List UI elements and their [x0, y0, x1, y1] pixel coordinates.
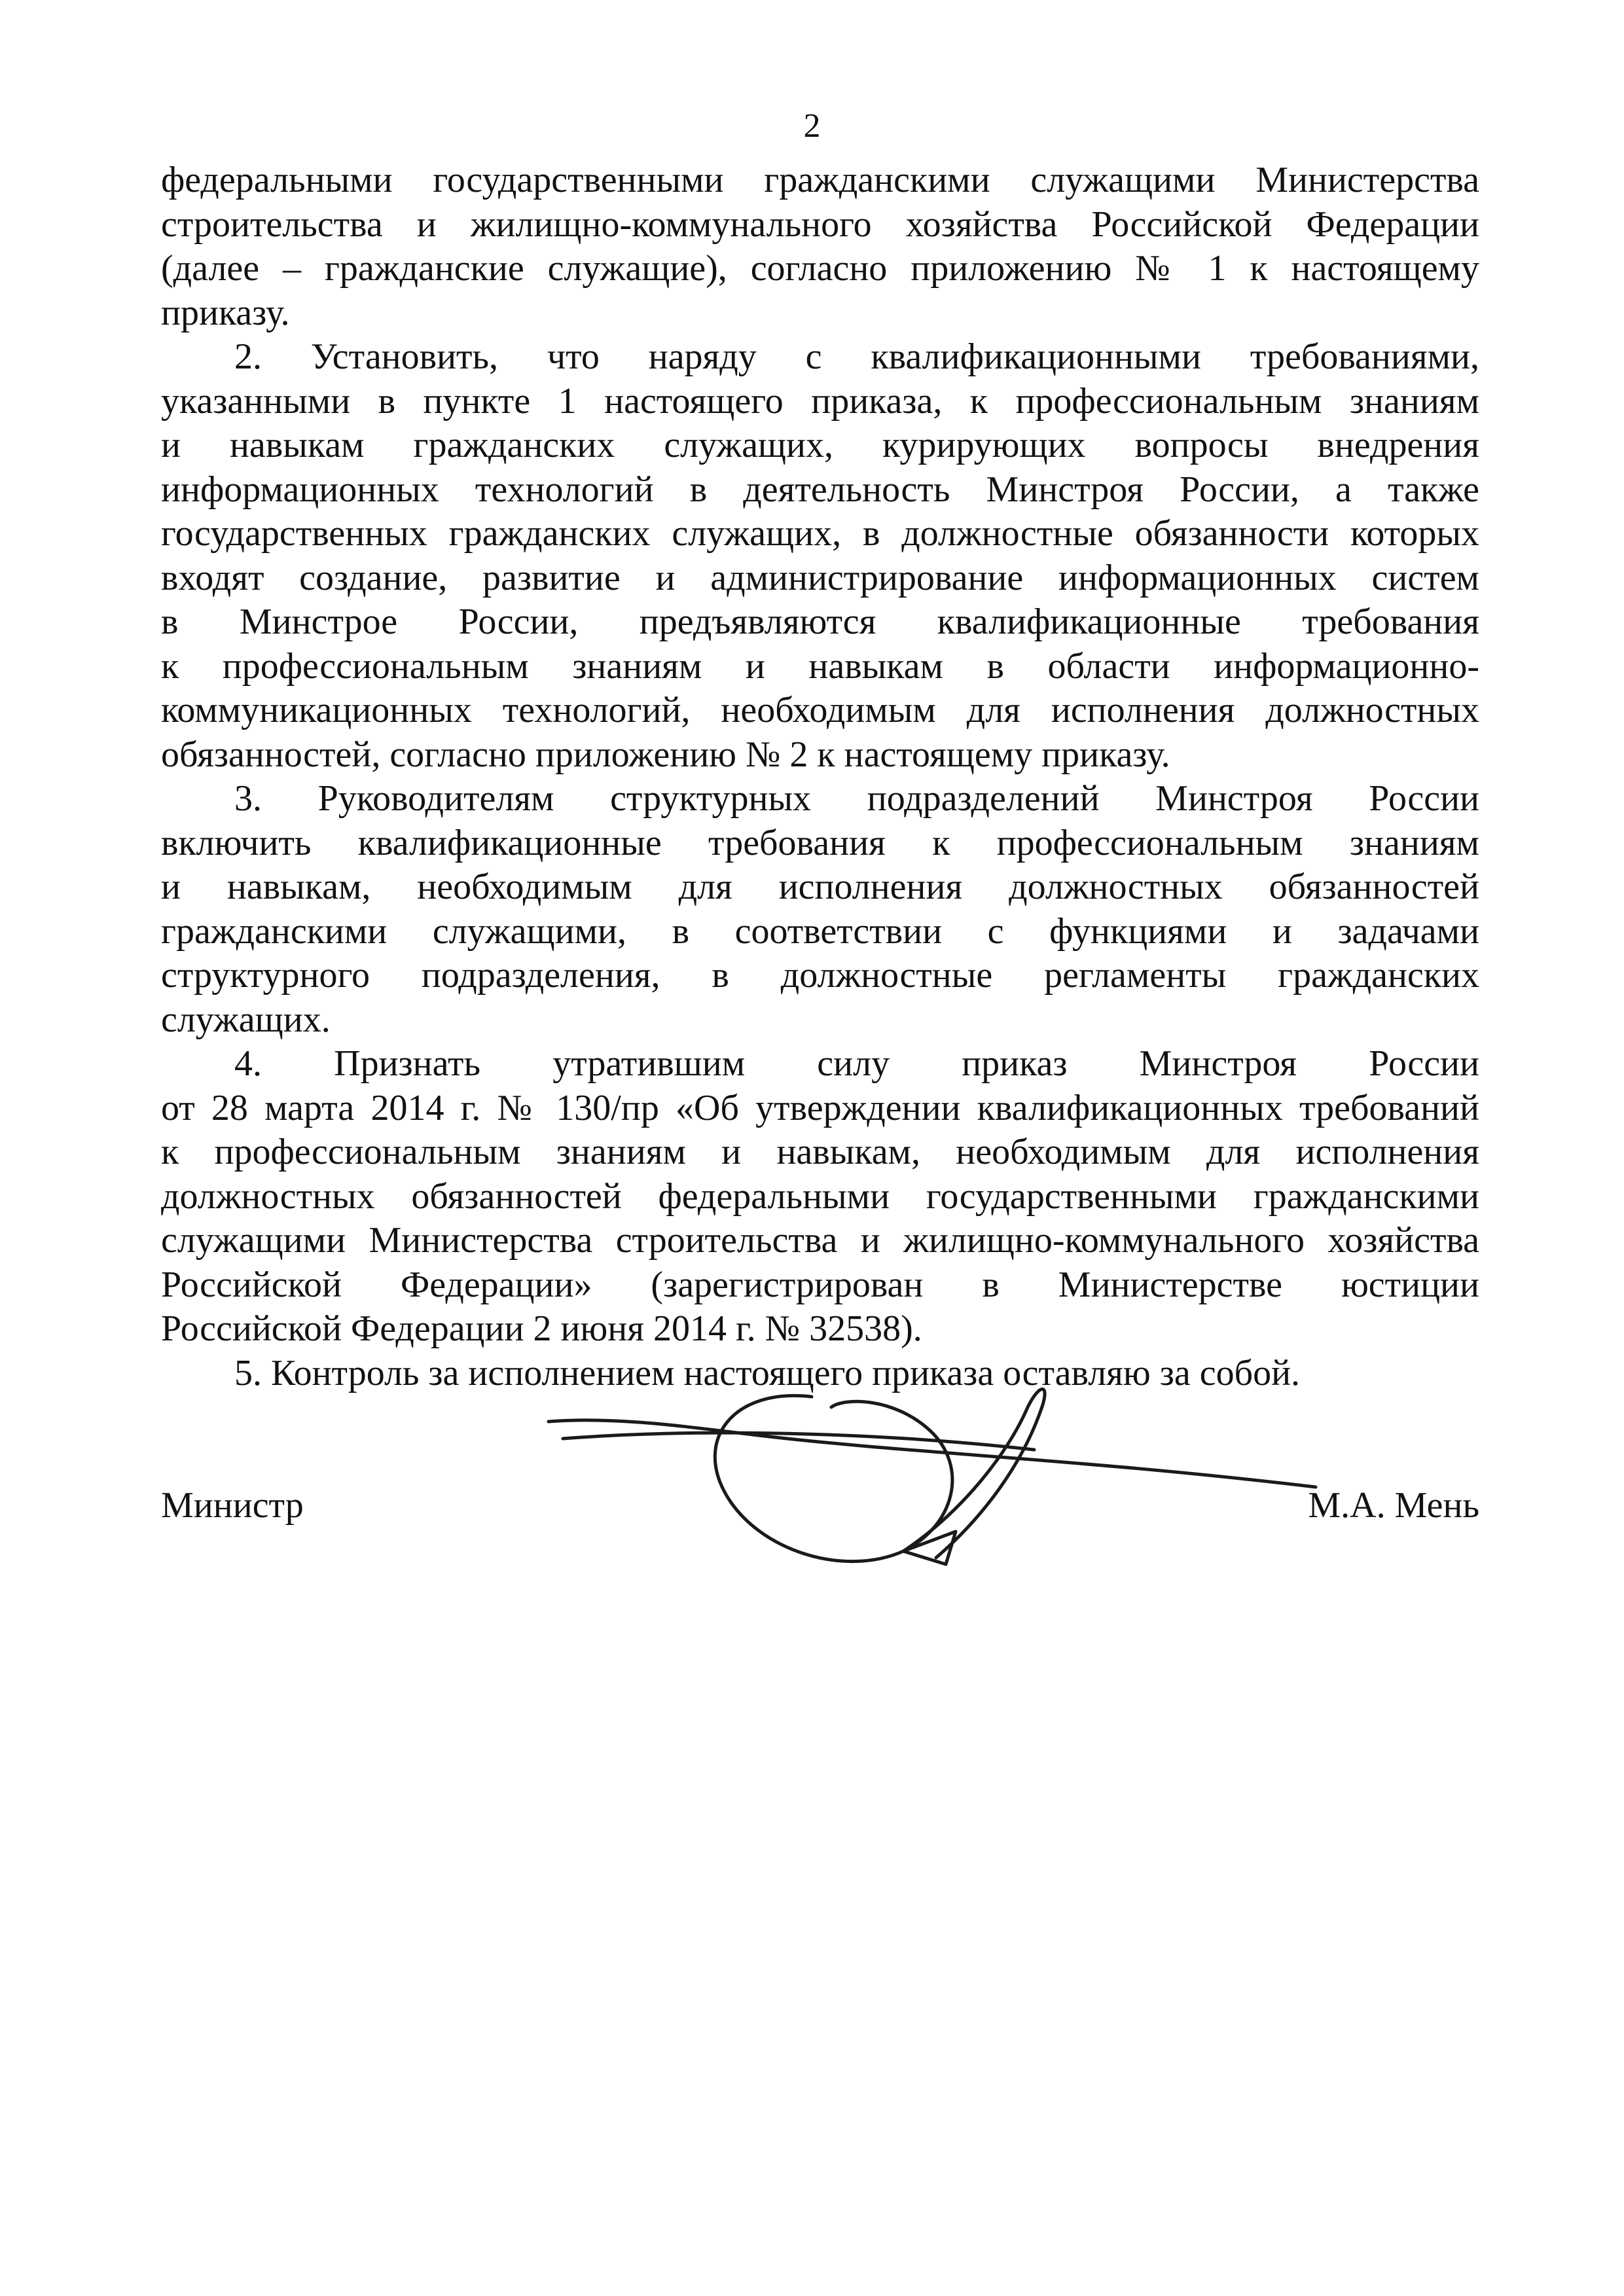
- signatory-name: М.А. Мень: [1308, 1485, 1479, 1526]
- text-line: 4. Признать утратившим силу приказ Минстроя России: [234, 1043, 1479, 1084]
- text-line: информационных технологий в деятельность Минстроя России, а также: [161, 469, 1479, 510]
- text-line: 3. Руководителям структурных подразделений Минстроя России: [234, 778, 1479, 819]
- paragraph-continuation: [161, 158, 1479, 335]
- signature-stroke-loop: [715, 1395, 952, 1561]
- text-line: структурного подразделения, в должностные регламенты гражданских: [161, 955, 1479, 996]
- handwritten-signature: [537, 1361, 1322, 1597]
- text-line: и навыкам, необходимым для исполнения должностных обязанностей: [161, 867, 1479, 907]
- text-line: в Минстрое России, предъявляются квалификационные требования: [161, 601, 1479, 642]
- text-line: от 28 марта 2014 г. № 130/пр «Об утверждении квалификационных требований: [161, 1087, 1479, 1128]
- signatory-title: Министр: [161, 1485, 304, 1526]
- paragraph-4: [161, 1042, 1479, 1352]
- signature-stroke-underline: [549, 1420, 1316, 1487]
- text-line: к профессиональным знаниям и навыкам в области информационно-: [161, 645, 1479, 687]
- text-line: 2. Установить, что наряду с квалификационными требованиями,: [234, 336, 1479, 377]
- text-line: обязанностей, согласно приложению № 2 к настоящему приказу.: [161, 734, 1170, 775]
- text-line: приказу.: [161, 292, 290, 333]
- paragraph-3: [161, 777, 1479, 1042]
- text-line: к профессиональным знаниям и навыкам, необходимым для исполнения: [161, 1132, 1479, 1172]
- text-line: строительства и жилищно-коммунального хозяйства Российской Федерации: [161, 204, 1479, 245]
- text-line: служащими Министерства строительства и жилищно-коммунального хозяйства: [161, 1220, 1479, 1261]
- text-line: Российской Федерации» (зарегистрирован в Министерстве юстиции: [161, 1264, 1479, 1305]
- text-line: (далее – гражданские служащие), согласно приложению № 1 к настоящему: [161, 248, 1479, 289]
- text-line: включить квалификационные требования к профессиональным знаниям: [161, 822, 1479, 863]
- document-body: [161, 158, 1479, 1395]
- text-line: входят создание, развитие и администрирование информационных систем: [161, 557, 1479, 598]
- text-line: федеральными государственными гражданскими служащими Министерства: [161, 160, 1479, 200]
- text-line: указанными в пункте 1 настоящего приказа, к профессиональным знаниям: [161, 380, 1479, 422]
- text-line: коммуникационных технологий, необходимым для исполнения должностных: [161, 690, 1479, 730]
- text-line: должностных обязанностей федеральными государственными гражданскими: [161, 1175, 1479, 1217]
- page-number: 2: [803, 107, 821, 145]
- text-line: служащих.: [161, 999, 331, 1040]
- text-line: 5. Контроль за исполнением настоящего приказа оставляю за собой.: [234, 1352, 1301, 1393]
- text-line: и навыкам гражданских служащих, курирующих вопросы внедрения: [161, 425, 1479, 465]
- text-line: государственных гражданских служащих, в должностные обязанности которых: [161, 513, 1479, 554]
- text-line: гражданскими служащими, в соответствии с функциями и задачами: [161, 910, 1479, 952]
- paragraph-2: [161, 335, 1479, 777]
- text-line: Российской Федерации 2 июня 2014 г. № 32538).: [161, 1308, 922, 1349]
- signature-block: [161, 1482, 1479, 1535]
